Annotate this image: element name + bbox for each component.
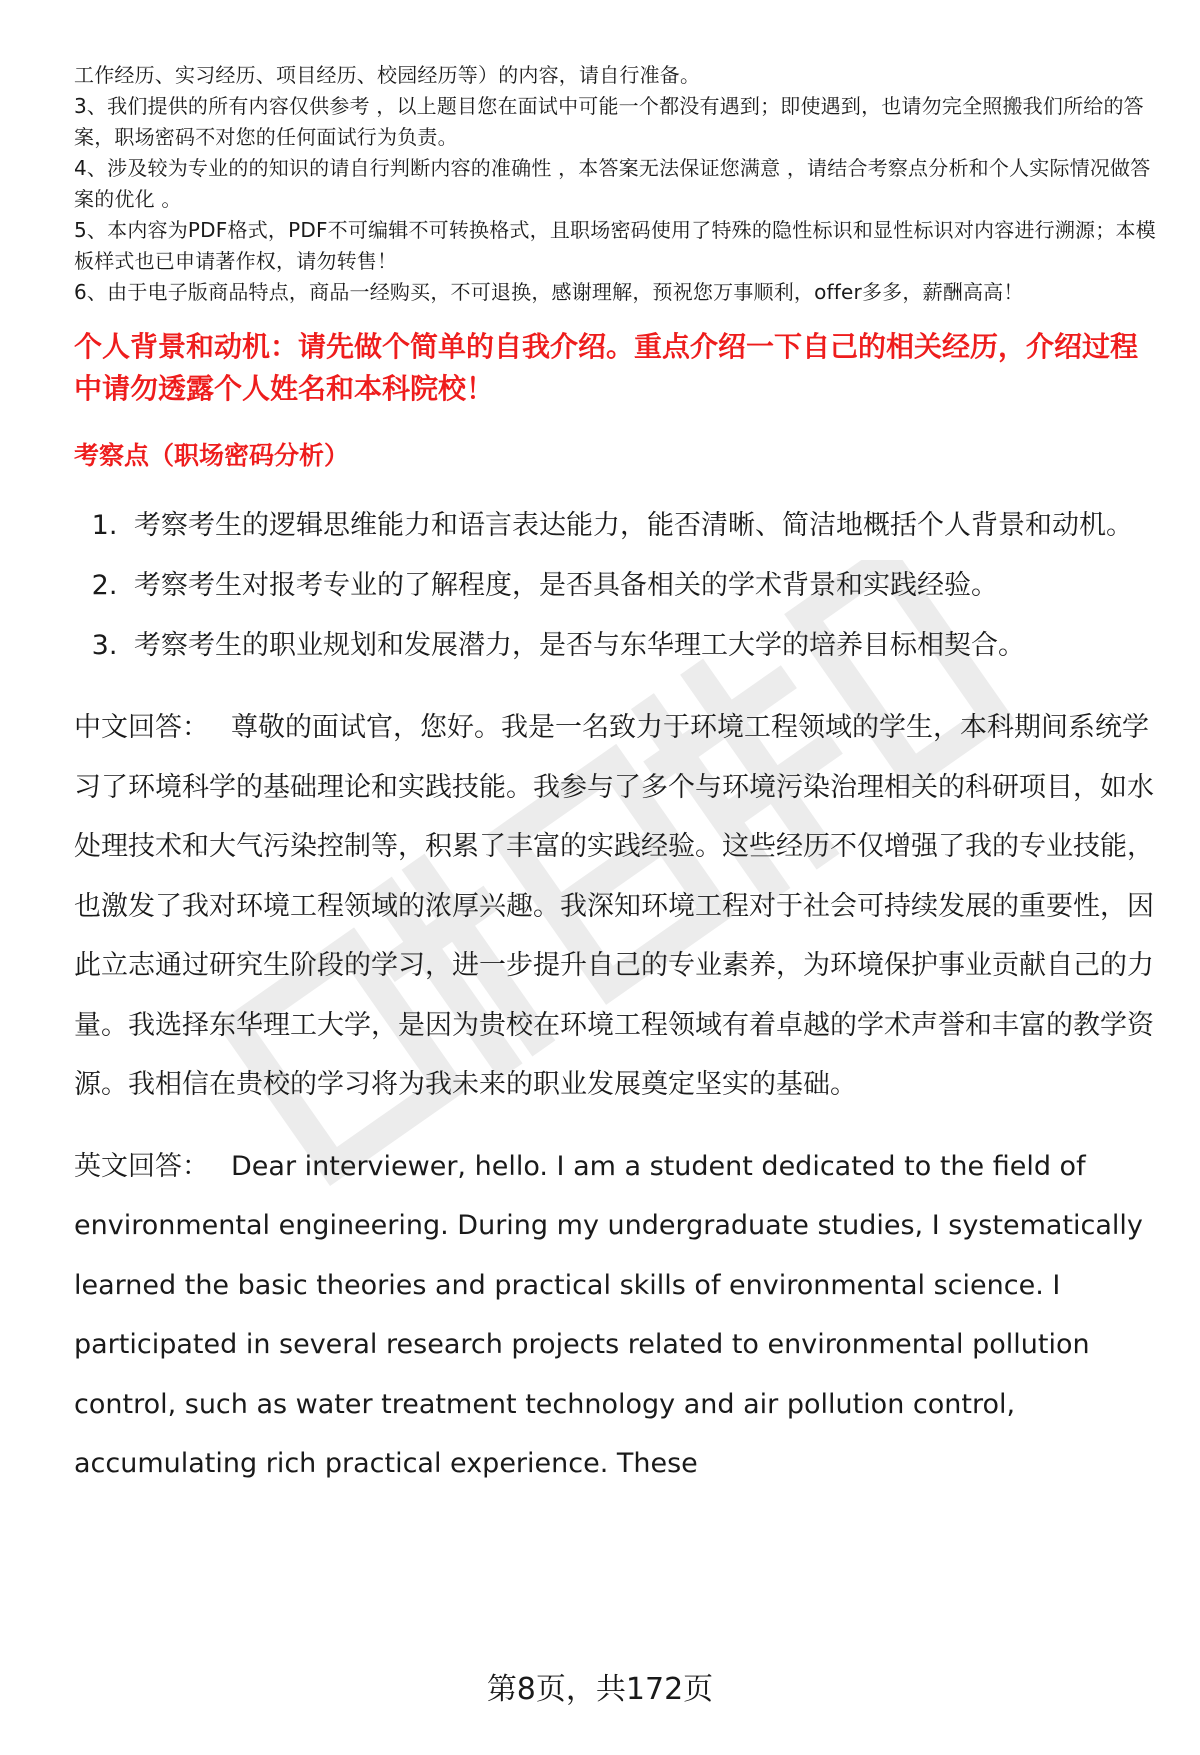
notice-line: 4、涉及较为专业的的知识的请自行判断内容的准确性 ，本答案无法保证您满意 ，请结合考察点分析和个人实际情况做答案的优化 。: [74, 156, 1151, 211]
notice-line: 3、我们提供的所有内容仅供参考 ，以上题目您在面试中可能一个都没有遇到；即使遇到，也请勿完全照搬我们所给的答案，职场密码不对您的任何面试行为负责。: [74, 94, 1144, 149]
chinese-answer-label: 中文回答：: [74, 712, 209, 743]
analysis-point: 3. 考察考生的职业规划和发展潜力，是否与东华理工大学的培养目标相契合。: [126, 616, 1156, 676]
notice-line: 工作经历、实习经历、项目经历、校园经历等）的内容，请自行准备。: [74, 63, 701, 87]
page-number-footer: 第8页，共172页: [486, 1672, 714, 1707]
analysis-points-list: [74, 496, 1156, 676]
analysis-point: 2. 考察考生对报考专业的了解程度，是否具备相关的学术背景和实践经验。: [126, 556, 1156, 616]
english-answer-text: Dear interviewer, hello. I am a student dedicated to the field of environmental engineering. During my undergraduate studies, I systematically learned the basic theories and practical skills of environmental science. I participated in several research projects related to environmental pollution control, such as water treatment technology and air pollution control, accumulating rich practical experience. These: [74, 1150, 1143, 1479]
question-heading: 个人背景和动机：请先做个简单的自我介绍。重点介绍一下自己的相关经历，介绍过程中请勿透露个人姓名和本科院校！: [74, 330, 1139, 405]
chinese-answer: [74, 698, 1156, 1115]
english-answer: [74, 1137, 1156, 1494]
notice-line: 5、本内容为PDF格式，PDF不可编辑不可转换格式，且职场密码使用了特殊的隐性标识和显性标识对内容进行溯源；本模板样式也已申请著作权，请勿转售！: [74, 218, 1156, 273]
page-content: [74, 60, 1156, 1494]
english-answer-label: 英文回答：: [74, 1150, 209, 1182]
chinese-answer-text: 尊敬的面试官，您好。我是一名致力于环境工程领域的学生，本科期间系统学习了环境科学的基础理论和实践技能。我参与了多个与环境污染治理相关的科研项目，如水处理技术和大气污染控制等，积累了丰富的实践经验。这些经历不仅增强了我的专业技能，也激发了我对环境工程领域的浓厚兴趣。我深知环境工程对于社会可持续发展的重要性，因此立志通过研究生阶段的学习，进一步提升自己的专业素养，为环境保护事业贡献自己的力量。我选择东华理工大学，是因为贵校在环境工程领域有着卓越的学术声誉和丰富的教学资源。我相信在贵校的学习将为我未来的职业发展奠定坚实的基础。: [74, 712, 1154, 1100]
notice-line: 6、由于电子版商品特点，商品一经购买，不可退换，感谢理解，预祝您万事顺利，offer多多，薪酬高高！: [74, 280, 1024, 304]
analysis-heading: 考察点（职场密码分析）: [74, 441, 350, 470]
analysis-point: 1. 考察考生的逻辑思维能力和语言表达能力，能否清晰、简洁地概括个人背景和动机。: [126, 496, 1156, 556]
